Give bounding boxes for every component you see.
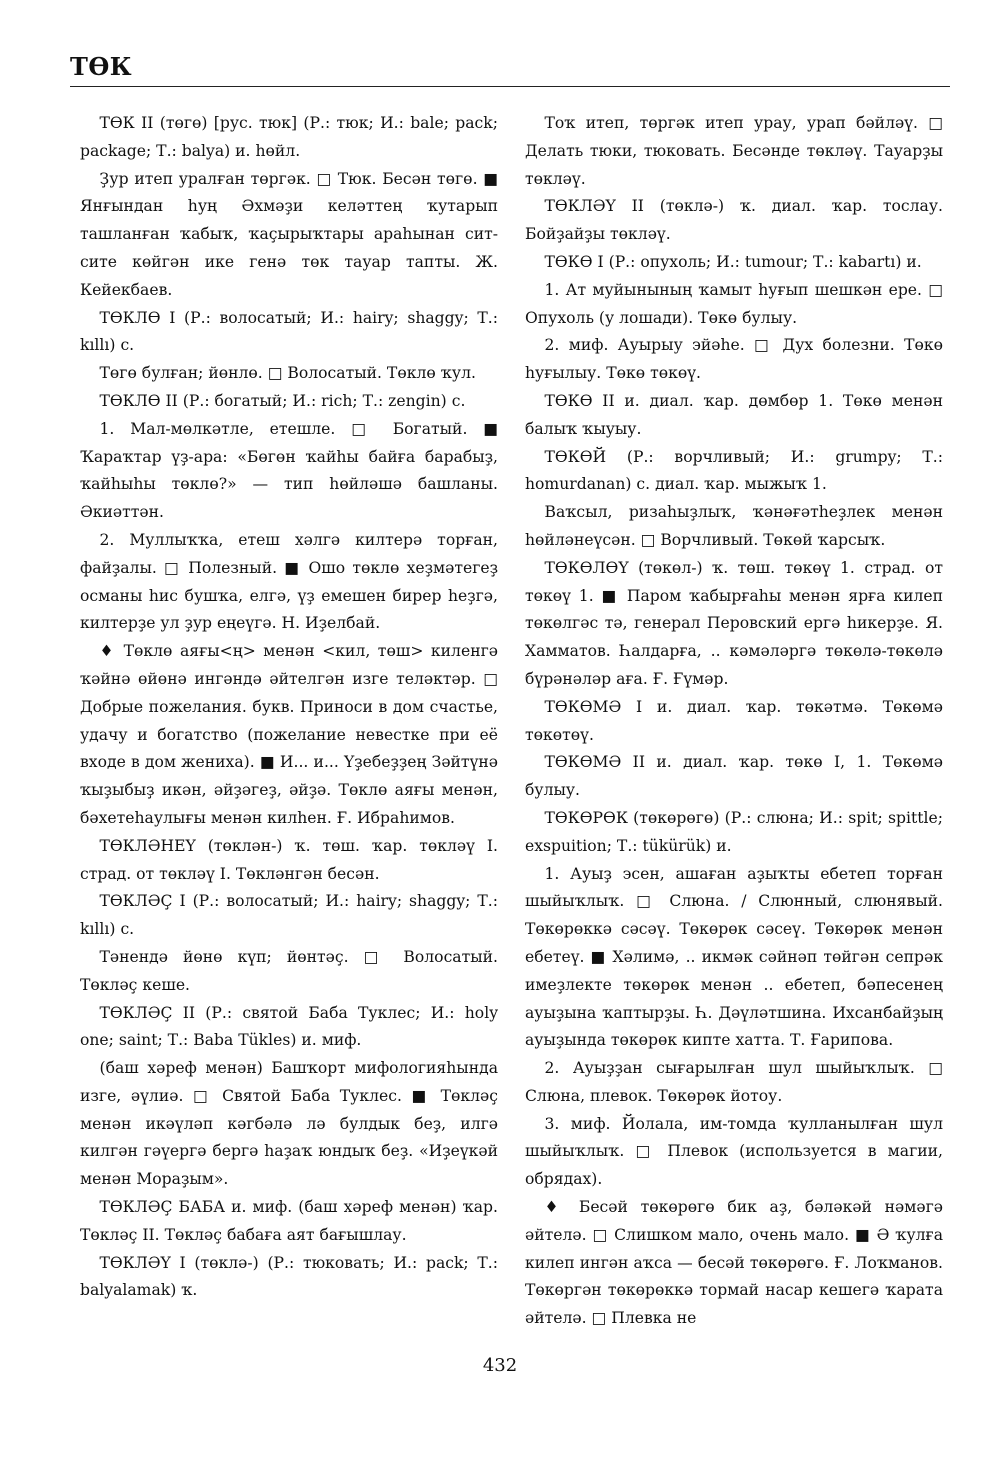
entry-paragraph: 1. Ауыҙ эсен, ашаған аҙыҡты ебетеп торған шыйыҡлыҡ. □ Слюна. / Слюнный, слюнявый. Төкөрөккә сәсәү. Төкөрөк сәсеү. Төкөрөк менән ебетеү. ■ Хәлимә, .. икмәк сәйнәп төйгән сепрәк имеҙлекте төкөрөк менән .. ебетеп, бәпесенең ауыҙына ҡаптырҙы. Һ. Дәүләтшина. Ихсанбайҙың ауыҙында төкөрөк кипте хатта. Т. Ғарипова.: [525, 864, 943, 1050]
entry-paragraph: ♦ Төклө аяғы<ң> менән <кил, төш> киленгә ҡәйнә өйөнә ингәндә әйтелгән изге теләктәр. □ Добрые пожелания. букв. Приноси в дом счастье, удачу и богатство (пожелание невестке при её входе в дом жениха). ■ И... и... Үҙебеҙҙең Зәйтүнә ҡыҙыбыҙ икән, әйҙәгеҙ, әйҙә. Төклө аяғы менән, бәхетеһаулығы менән килһен. Ғ. Ибраһимов.: [80, 642, 498, 827]
entry-paragraph: Төгө булған; йөнлө. □ Волосатый. Төклө ҡул.: [99, 364, 476, 383]
entry-paragraph: ТӨКЛӘҪ II (Р.: святой Баба Туклес; И.: holy one; saint; Т.: Baba Tükles) и. миф.: [80, 1003, 498, 1050]
entry-paragraph: Ваҡсыл, ризаһыҙлыҡ, ҡәнәғәтһеҙлек менән һөйләнеүсән. □ Ворчливый. Төкөй ҡарсыҡ.: [525, 503, 943, 549]
entry-paragraph: ТӨКЛӨ II (Р.: богатый; И.: rich; Т.: zengin) с.: [99, 391, 466, 410]
entry-paragraph: ТӨКЛӘҪ БАБА и. миф. (баш хәреф менән) ҡар. Төкләҫ II. Төкләҫ бабаға аят бағышлау.: [80, 1198, 498, 1244]
entry-paragraph: ТӨКЛӘНЕҮ (төклән-) ҡ. төш. ҡар. төкләү I. страд. от төкләү I. Төкләнгән бесән.: [80, 836, 498, 883]
entry-paragraph: 1. Ат муйынының ҡамыт һуғып шешкән ере. □ Опухоль (у лошади). Төкө булыу.: [525, 280, 943, 327]
entry-paragraph: ТӨК II (төгө) [рус. тюк] (Р.: тюк; И.: bale; pack; package; Т.: balya) и. һөйл.: [80, 114, 498, 160]
entry-paragraph: ТӨКӨ I (Р.: опухоль; И.: tumour; Т.: kabartı) и.: [544, 252, 922, 271]
entry-paragraph: ТӨКЛӘҪ I (Р.: волосатый; И.: hairy; shaggy; Т.: kıllı) с.: [80, 892, 498, 939]
right-column: [525, 110, 943, 1333]
entry-paragraph: 1. Мал-мөлкәтле, етешле. □ Богатый. ■ Ҡараҡтар үҙ-ара: «Бөгөн ҡайһы байға барабыҙ, ҡайһыһы төклө?» — тип һөйләшә башланы. Әкиәттән.: [80, 419, 498, 522]
entry-paragraph: Тәнендә йөнө күп; йөнтәҫ. □ Волосатый. Төкләҫ кеше.: [80, 947, 498, 994]
page-number: 432: [482, 1355, 518, 1376]
running-head: ТӨК: [70, 52, 133, 81]
entry-paragraph: ТӨКӨРӨК (төкөрөгө) (Р.: слюна; И.: spit; spittle; exspuition; Т.: tükürük) и.: [525, 808, 943, 855]
entry-paragraph: 3. миф. Йолала, им-томда ҡулланылған шул шыйыҡлыҡ. □ Плевок (используется в магии, обрядах).: [525, 1114, 943, 1189]
entry-paragraph: ♦ Бесәй төкөрөгө бик аҙ, бәләкәй нәмәгә әйтелә. □ Слишком мало, очень мало. ■ Ә ҡулға килеп ингән аҡса — бесәй төкөрөгө. Ғ. Лоҡманов. Төкөргән төкөрөккә тормай насар кешегә ҡарата әйтелә. □ Плевка не: [525, 1198, 943, 1328]
entry-paragraph: ТӨКӨЙ (Р.: ворчливый; И.: grumpy; Т.: homurdanan) с. диал. ҡар. мыжыҡ 1.: [525, 447, 943, 494]
left-column: [80, 110, 498, 1305]
header-rule: [70, 86, 950, 87]
entry-paragraph: 2. Муллыҡҡа, етеш хәлгә килтерә торған, файҙалы. □ Полезный. ■ Ошо төклө хеҙмәтегеҙ османы һис бушҡа, елгә, үҙ емешен бирер һеҙгә, килтерҙе ул ҙур еңеүгә. Н. Иҙелбай.: [80, 530, 498, 633]
entry-paragraph: 2. миф. Ауырыу эйәһе. □ Дух болезни. Төкө һуғылыу. Төкө төкөү.: [525, 336, 943, 383]
entry-paragraph: (баш хәреф менән) Башҡорт мифологияһында изге, әүлиә. □ Святой Баба Туклес. ■ Төкләҫ менән икәүләп кәгбәлә лә булдык беҙ, илгә килгән гәүергә бергә һаҙаҡ юндыҡ беҙ. «Иҙеүкәй менән Мораҙым».: [80, 1059, 498, 1189]
entry-paragraph: ТӨКЛӘҮ II (төклә-) ҡ. диал. ҡар. тослау. Бойҙайҙы төкләү.: [525, 197, 943, 244]
entry-paragraph: ТӨКӨЛӨҮ (төкөл-) ҡ. төш. төкөү 1. страд. от төкөү 1. ■ Паром ҡабырғаһы менән ярға килеп төкөлгәс тә, генерал Перовский ергә һикерҙе. Я. Хамматов. Һалдарға, .. кәмәләргә төкөлә-төкөлә бүрәнәләр аға. Ғ. Ғүмәр.: [525, 558, 943, 688]
entry-paragraph: ТӨКӨ II и. диал. ҡар. дөмбөр 1. Төкө менән балыҡ ҡыуыу.: [525, 391, 943, 438]
entry-paragraph: ТӨКӨМӘ II и. диал. ҡар. төкө I, 1. Төкөмә булыу.: [525, 753, 943, 800]
entry-paragraph: Ҙур итеп уралған төргәк. □ Тюк. Бесән төгө. ■ Янғындан һуң Әхмәҙи келәттең ҡутарып ташланған ҡабыҡ, ҡаҫырыҡтары араһынан сит-сите көйгән ике генә төк тауар тапты. Ж. Кейекбаев.: [80, 169, 498, 299]
entry-paragraph: 2. Ауыҙҙан сығарылған шул шыйыҡлыҡ. □ Слюна, плевок. Төкөрөк йотоу.: [525, 1059, 943, 1105]
entry-paragraph: Тоҡ итеп, төргәк итеп урау, урап бәйләү. □ Делать тюки, тюковать. Бесәнде төкләү. Тауарҙы төкләү.: [525, 114, 943, 188]
entry-paragraph: ТӨКӨМӘ I и. диал. ҡар. төкәтмә. Төкөмә төкөтөү.: [525, 697, 943, 744]
entry-paragraph: ТӨКЛӘҮ I (төклә-) (Р.: тюковать; И.: pack; Т.: balyalamak) ҡ.: [80, 1253, 498, 1300]
entry-paragraph: ТӨКЛӨ I (Р.: волосатый; И.: hairy; shaggy; Т.: kıllı) с.: [80, 308, 498, 355]
